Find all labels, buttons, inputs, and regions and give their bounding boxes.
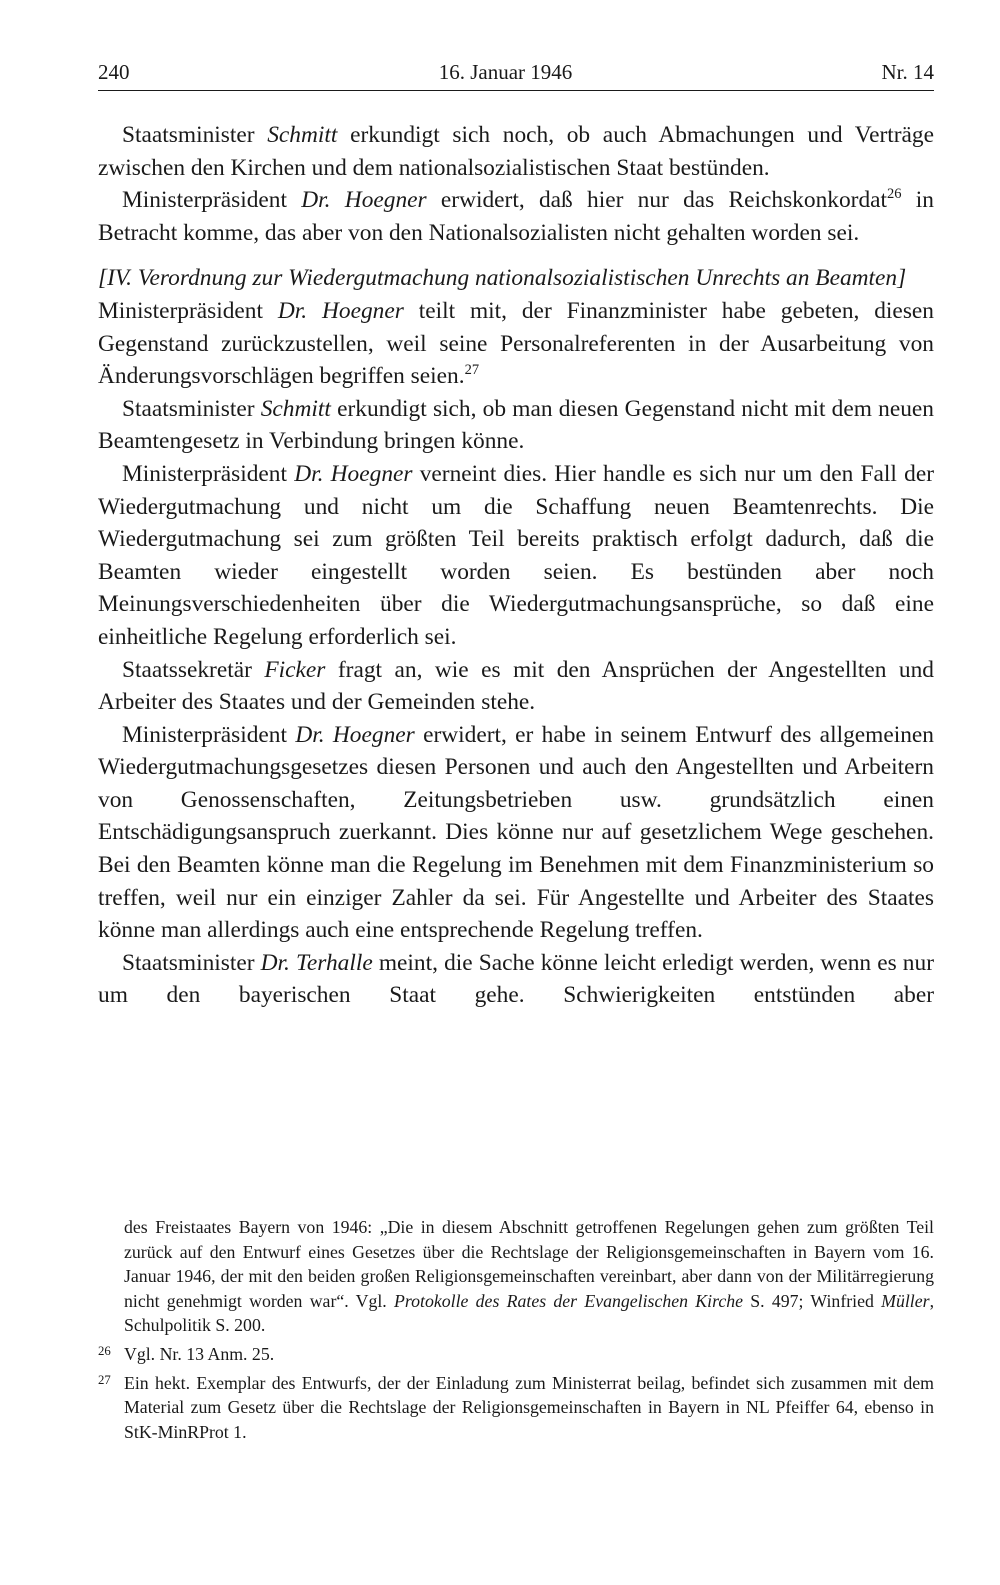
speaker-title: Dr. — [301, 187, 331, 214]
footnote-26 — [98, 1342, 934, 1367]
speaker-name: Terhalle — [296, 949, 373, 976]
speaker-name: Hoegner — [344, 187, 427, 214]
footnote-ref-27: 27 — [464, 362, 480, 379]
footnote-number: 27 — [98, 1372, 111, 1387]
cited-work: Protokolle des Rates der Evangelischen Kirche — [394, 1290, 744, 1311]
footnote-ref-26: 26 — [887, 186, 902, 203]
speaker-title: Dr. — [294, 460, 324, 487]
page-number: 240 — [98, 60, 130, 84]
header-date: 16. Januar 1946 — [438, 60, 573, 84]
footnote-27 — [98, 1371, 934, 1445]
speaker-title: Dr. — [260, 949, 290, 976]
paragraph-ficker: Staatssekretär Ficker fragt an, wie es mit den Ansprüchen der Angestellten und Arbeiter des Staates und der Gemeinden stehe. — [98, 656, 934, 716]
section-heading: [IV. Verordnung zur Wiedergutmachung nationalsozialistischen Unrechts an Beamten] — [98, 265, 907, 292]
speaker-name: Hoegner — [322, 297, 404, 324]
page — [98, 60, 934, 1012]
paragraph-schmitt-2: Staatsminister Schmitt erkundigt sich, ob man diesen Gegenstand nicht mit dem neuen Beamtengesetz in Verbindung bringen könne. — [98, 395, 934, 455]
footnote-text: Vgl. Nr. 13 Anm. 25. — [124, 1343, 275, 1364]
speaker-name: Schmitt — [267, 122, 338, 148]
speaker-name: Hoegner — [330, 460, 413, 487]
footnotes — [98, 1215, 934, 1444]
main-text — [98, 119, 934, 1012]
paragraph-schmitt-1: Staatsminister Schmitt erkundigt sich noch, ob auch Abmachungen und Verträge zwischen den Kirchen und dem nationalsozialistischen Staat bestünden. — [98, 122, 934, 181]
footnote-text: Ein hekt. Exemplar des Entwurfs, der der Einladung zum Ministerrat beilag, befindet sich zusammen mit dem Material zum Gesetz über die Rechtslage der Religionsgemeinschaften in Bayern in NL Pfeiffer 64, ebenso in StK-MinRProt 1. — [124, 1372, 934, 1442]
paragraph-hoegner-3: Ministerpräsident Dr. Hoegner verneint dies. Hier handle es sich nur um den Fall der Wiedergutmachung und nicht um die Schaffung neuen Beamtenrechts. Die Wiedergutmachung sei zum größten Teil bereits praktisch erfolgt dadurch, daß die Beamten wieder eingestellt worden seien. Es bestünden aber noch Meinungsverschiedenheiten über die Wiedergutmachungsansprüche, so daß eine einheitliche Regelung erforderlich sei. — [98, 460, 934, 650]
paragraph-hoegner-1: Ministerpräsident Dr. Hoegner erwidert, daß hier nur das Reichskonkordat$^{26}$ in Betracht komme, das aber von den Nationalsozialisten nicht gehalten worden sei. — [98, 186, 934, 246]
speaker-name: Ficker — [264, 656, 326, 683]
speaker-name: Hoegner — [332, 721, 415, 748]
footnote-continuation: des Freistaates Bayern von 1946: „Die in diesem Abschnitt getroffenen Regelungen gehen zum größten Teil zurück auf den Entwurf eines Gesetzes über die Rechtslage der Religionsgemeinschaften in Bayern vom 16. Januar 1946, der mit den beiden großen Religionsgemeinschaften vereinbart, aber dann von der Militärregierung nicht genehmigt worden war“. Vgl. Protokolle des Rates der Evangelischen Kirche S. 497; Winfried Müller, Schulpolitik S. 200. — [124, 1217, 935, 1336]
header-issue: Nr. 14 — [881, 60, 934, 84]
speaker-title: Dr. — [277, 297, 308, 324]
footnote-number: 26 — [98, 1343, 111, 1358]
cited-author: Müller — [881, 1290, 930, 1311]
paragraph-terhalle: Staatsminister Dr. Terhalle meint, die Sache könne leicht erledigt werden, wenn es nur um den bayerischen Staat gehe. Schwierigkeiten entstünden aber — [98, 949, 934, 1009]
speaker-title: Dr. — [295, 721, 325, 748]
speaker-name: Schmitt — [260, 395, 331, 422]
running-header — [98, 60, 934, 91]
paragraph-hoegner-4: Ministerpräsident Dr. Hoegner erwidert, er habe in seinem Entwurf des allgemeinen Wiedergutmachungsgesetzes diesen Personen und auch den Angestellten und Arbeitern von Genossenschaften, Zeitungsbetrieben usw. grundsätzlich einen Entschädigungsanspruch zuerkannt. Dies könne nur auf gesetzlichem Wege geschehen. Bei den Beamten könne man die Regelung im Benehmen mit dem Finanzministerium so treffen, weil nur ein einziger Zahler da sei. Für Angestellte und Arbeiter des Staates könne man allerdings auch eine entsprechende Regelung treffen. — [98, 721, 934, 944]
paragraph-hoegner-2: Ministerpräsident Dr. Hoegner teilt mit, der Finanzminister habe gebeten, diesen Gegenstand zurückzustellen, weil seine Personalreferenten in der Ausarbeitung von Änderungsvorschlägen begriffen seien.$^{27}$ — [98, 297, 934, 390]
